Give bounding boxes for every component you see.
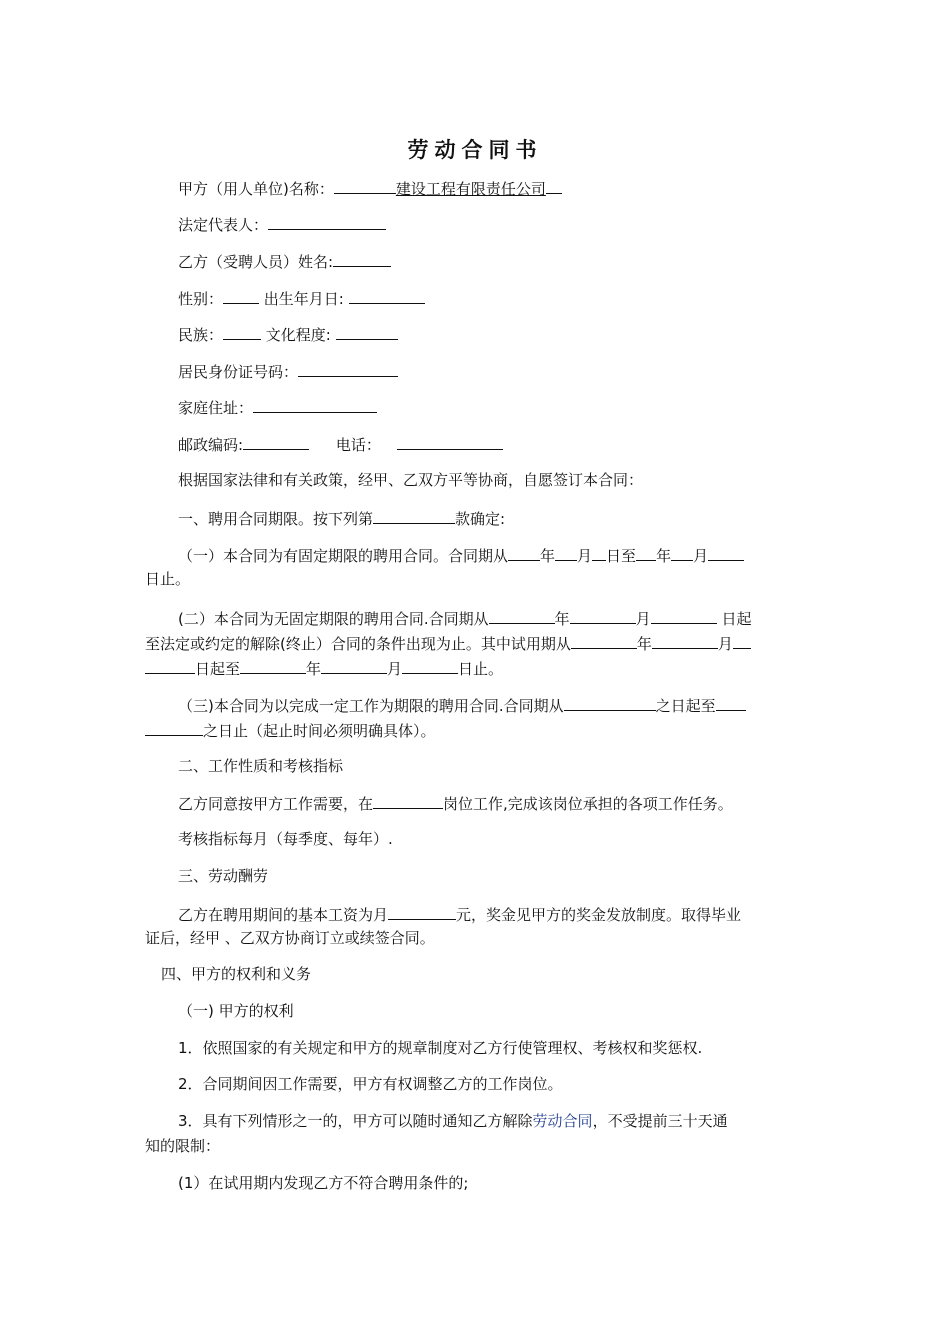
section-1-heading: 一、聘用合同期限。按下列第 款确定: bbox=[178, 507, 505, 529]
party-a-line: 甲方（用人单位)名称： 建设工程有限责任公司 bbox=[178, 177, 562, 199]
intro-paragraph: 根据国家法律和有关政策，经甲、乙双方平等协商，自愿签订本合同： bbox=[178, 471, 644, 489]
clause-2-line2: 至法定或约定的解除(终止）合同的条件出现为止。其中试用期从 年 月 bbox=[145, 632, 751, 654]
postcode-phone-line: 邮政编码: 电话： bbox=[178, 433, 503, 455]
section-4-heading: 四、甲方的权利和义务 bbox=[161, 965, 312, 983]
gender-birth-line: 性别： 出生年月日: bbox=[178, 287, 425, 309]
section-3-para-line1: 乙方在聘用期间的基本工资为月 元，奖金见甲方的奖金发放制度。取得毕业 bbox=[178, 903, 741, 925]
section-4-item-3-sub-1: (1）在试用期内发现乙方不符合聘用条件的; bbox=[178, 1174, 469, 1192]
section-2-heading: 二、工作性质和考核指标 bbox=[178, 757, 344, 775]
section-2-para-1: 乙方同意按甲方工作需要，在 岗位工作,完成该岗位承担的各项工作任务。 bbox=[178, 792, 733, 814]
section-4-item-3-line1: 3．具有下列情形之一的，甲方可以随时通知乙方解除劳动合同，不受提前三十天通 bbox=[178, 1112, 728, 1130]
legal-rep-line: 法定代表人： bbox=[178, 213, 386, 235]
clause-3-line2: 之日止（起止时间必须明确具体）。 bbox=[145, 719, 436, 741]
section-4-item-3-line2: 知的限制： bbox=[145, 1137, 221, 1155]
labor-contract-link[interactable]: 劳动合同 bbox=[532, 1112, 593, 1130]
section-4-sub-1: （一) 甲方的权利 bbox=[178, 1002, 294, 1020]
clause-1-line2: 日止。 bbox=[145, 570, 191, 588]
section-3-heading: 三、劳动酬劳 bbox=[178, 867, 269, 885]
address-line: 家庭住址： bbox=[178, 396, 377, 418]
ethnicity-education-line: 民族： 文化程度: bbox=[178, 323, 398, 345]
clause-3-line1: （三)本合同为以完成一定工作为期限的聘用合同.合同期从 之日起至 bbox=[178, 694, 746, 716]
section-4-item-2: 2．合同期间因工作需要，甲方有权调整乙方的工作岗位。 bbox=[178, 1075, 563, 1093]
section-3-para-line2: 证后，经甲 、乙双方协商订立或续签合同。 bbox=[145, 929, 435, 947]
id-number-line: 居民身份证号码： bbox=[178, 360, 398, 382]
section-2-para-2: 考核指标每月（每季度、每年）. bbox=[178, 830, 393, 848]
clause-1-line1: （一）本合同为有固定期限的聘用合同。合同期从 年 月 日至 年 月 bbox=[178, 544, 744, 566]
section-4-item-1: 1．依照国家的有关规定和甲方的规章制度对乙方行使管理权、考核权和奖惩权. bbox=[178, 1039, 703, 1057]
document-title: 劳动合同书 bbox=[407, 138, 543, 162]
party-b-line: 乙方（受聘人员）姓名: bbox=[178, 250, 391, 272]
clause-2-line1: (二）本合同为无固定期限的聘用合同.合同期从 年 月 日起 bbox=[178, 607, 751, 629]
party-a-name: 建设工程有限责任公司 bbox=[395, 180, 546, 198]
clause-2-line3: 日起至 年 月 日止。 bbox=[145, 657, 503, 679]
